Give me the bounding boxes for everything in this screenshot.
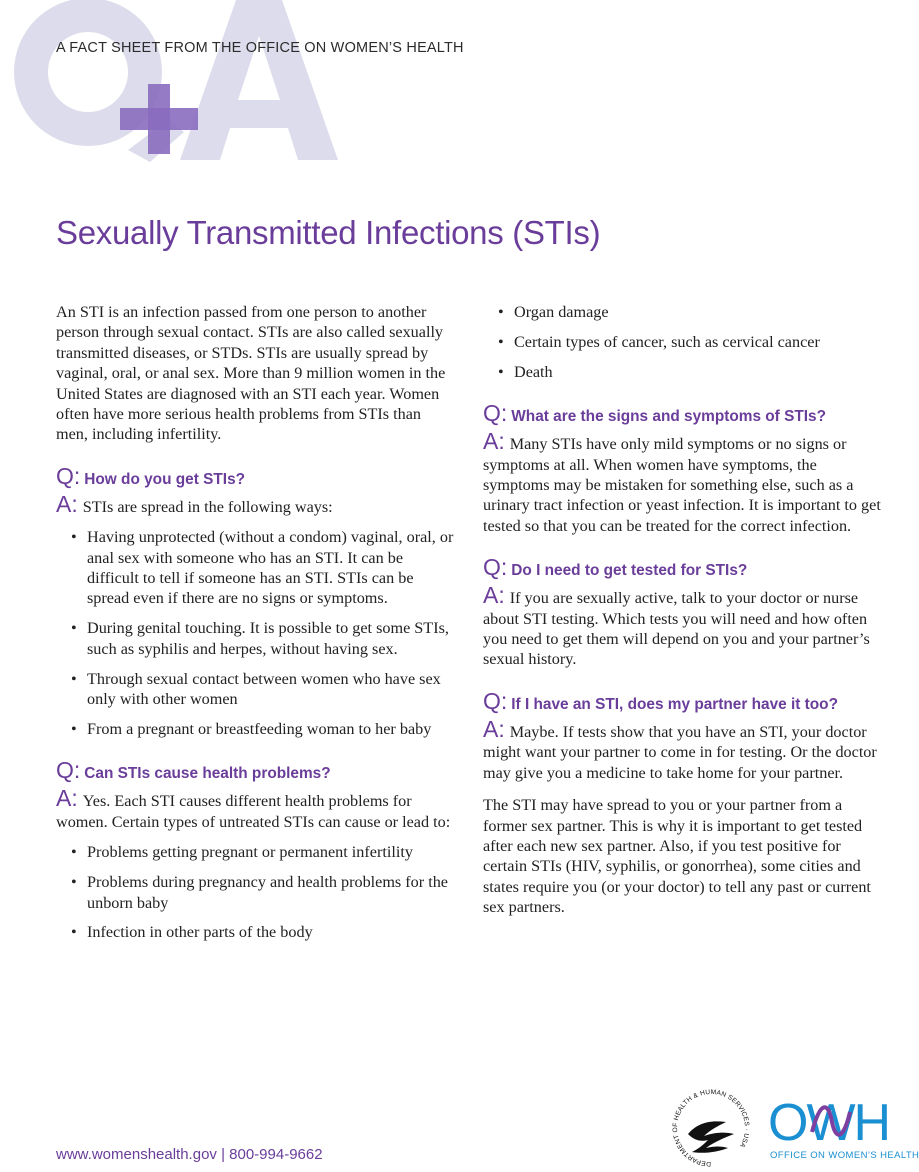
eagle-profile-icon [688, 1121, 734, 1152]
q-marker: Q: [483, 554, 508, 581]
question [56, 757, 456, 784]
question-text: If I have an STI, does my partner have it too? [511, 695, 838, 713]
bullet-list-continued [483, 302, 883, 382]
answer [483, 715, 883, 783]
answer [56, 785, 456, 832]
list-item: • Infection in other parts of the body [56, 922, 456, 942]
qa-block-1 [56, 463, 456, 740]
question [483, 688, 883, 715]
answer-text: If you are sexually active, talk to your doctor or nurse about STI testing. Which tests you will need and how often you need to get them will depend on you and your partner’s sexual history. [483, 589, 870, 669]
list-item: • Problems during pregnancy and health problems for the unborn baby [56, 872, 456, 913]
a-marker: A: [483, 582, 505, 609]
q-marker: Q: [56, 757, 81, 784]
list-item: • Death [483, 362, 883, 382]
q-marker: Q: [483, 687, 508, 714]
list-item: • Organ damage [483, 302, 883, 322]
answer [483, 428, 883, 536]
answer-text: Many STIs have only mild symptoms or no signs or symptoms at all. When women have symptoms, the symptoms may be mistaken for something else, such as a urinary tract infection or yeast infection. It is important to get tested so that you can be treated for the correct infection. [483, 435, 881, 535]
list-item: • Problems getting pregnant or permanent infertility [56, 842, 456, 862]
answer-continued-paragraph: The STI may have spread to you or your partner from a former sex partner. This is why it is important to get tested after each new sex partner. Also, if you test positive for certain STIs (HIV, syphilis, or gonorrhea), some cities and states require you (or your doctor) to tell any past or current sex partners. [483, 796, 871, 917]
bullet-list [56, 842, 456, 943]
owh-wordmark-text: OWH [768, 1094, 890, 1152]
qa-block-2 [56, 757, 456, 942]
qa-watermark-logo [0, 0, 340, 170]
answer-text: Yes. Each STI causes different health problems for women. Certain types of untreated STIs can cause or lead to: [56, 792, 451, 831]
footer-website-phone[interactable]: www.womenshealth.gov | 800-994-9662 [56, 1146, 323, 1163]
question-text: Can STIs cause health problems? [84, 765, 331, 783]
answer [56, 490, 456, 517]
fact-sheet-kicker: A FACT SHEET FROM THE OFFICE ON WOMEN’S HEALTH [56, 40, 464, 56]
list-item: • Certain types of cancer, such as cervical cancer [483, 332, 883, 352]
list-item: • Through sexual contact between women who have sex only with other women [56, 669, 456, 710]
question-text: Do I need to get tested for STIs? [511, 562, 748, 580]
owh-subtitle: OFFICE ON WOMEN’S HEALTH [770, 1150, 919, 1161]
intro-paragraph: An STI is an infection passed from one person to another person through sexual contact. STIs are also called sexually transmitted diseases, or STDs. STIs are usually spread by vaginal, oral, or anal sex. More than 9 million women in the United States are diagnosed with an STI each year. Women often have more serious health problems from STIs than men, including infertility. [56, 303, 446, 444]
question-text: What are the signs and symptoms of STIs? [511, 408, 826, 426]
owh-wordmark [768, 1092, 890, 1152]
question [483, 554, 883, 581]
list-item: • Having unprotected (without a condom) vaginal, oral, or anal sex with someone who has an STI. It can be difficult to tell if someone has an STI. STIs can be spread even if there are no signs or symptoms. [56, 527, 456, 609]
list-item: • From a pregnant or breastfeeding woman to her baby [56, 719, 456, 739]
bullet-list [56, 527, 456, 739]
qa-block-4 [483, 554, 883, 670]
a-marker: A: [56, 490, 78, 517]
answer [483, 582, 883, 670]
question [56, 463, 456, 490]
question [483, 400, 883, 427]
qa-block-5 [483, 688, 883, 918]
hhs-seal-logo [664, 1082, 758, 1168]
answer-text: STIs are spread in the following ways: [82, 497, 333, 516]
left-column [56, 302, 456, 952]
right-column [483, 302, 883, 918]
q-marker: Q: [483, 400, 508, 427]
list-item: • During genital touching. It is possible to get some STIs, such as syphilis and herpes, without having sex. [56, 618, 456, 659]
a-marker: A: [483, 428, 505, 455]
q-marker: Q: [56, 462, 81, 489]
question-text: How do you get STIs? [84, 470, 246, 488]
a-marker: A: [483, 715, 505, 742]
seal-text: DEPARTMENT OF HEALTH & HUMAN SERVICES · USA [671, 1088, 751, 1168]
a-marker: A: [56, 785, 78, 812]
answer-text: Maybe. If tests show that you have an STI, your doctor might want your partner to come in for testing. Or the doctor may give you a medicine to take home for your partner. [483, 722, 877, 782]
owh-logo [768, 1092, 919, 1166]
qa-block-3 [483, 400, 883, 536]
page-title: Sexually Transmitted Infections (STIs) [56, 214, 601, 251]
